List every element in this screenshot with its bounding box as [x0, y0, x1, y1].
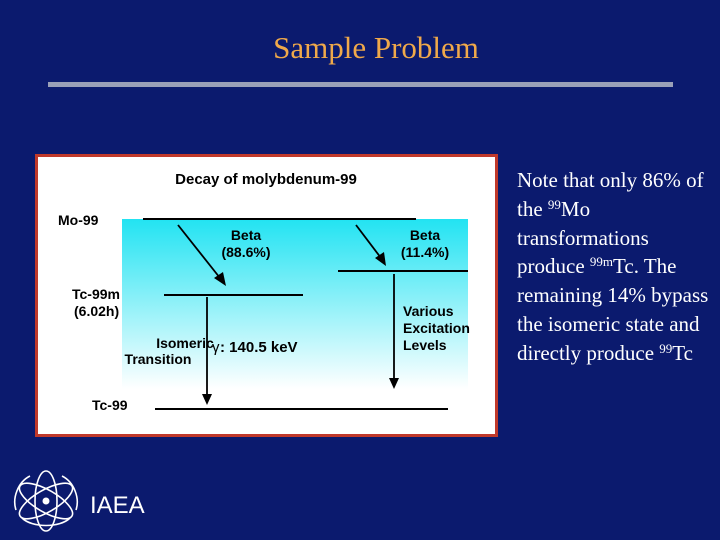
label-tc99m: Tc-99m	[72, 286, 120, 302]
diagram-title: Decay of molybdenum-99	[175, 171, 357, 188]
gamma-symbol: γ	[212, 339, 220, 356]
note-text-1: Note that only 86% of the	[517, 168, 704, 221]
beta-minor-label: Beta	[409, 227, 441, 243]
label-tc99m-halflife: (6.02h)	[74, 303, 120, 319]
various-label-line1: Various	[403, 303, 454, 319]
gamma-energy: : 140.5 keV	[220, 339, 298, 356]
label-tc99: Tc-99	[92, 397, 128, 413]
decay-diagram	[38, 157, 495, 434]
decay-diagram-frame	[35, 154, 498, 437]
label-mo99: Mo-99	[58, 212, 99, 228]
isomeric-label-line1: Isomeric	[156, 335, 214, 351]
isomeric-label-line2: Transition	[124, 351, 192, 367]
beta-major-percent: (88.6%)	[221, 244, 271, 260]
various-label-line3: Levels	[403, 337, 447, 353]
note-sup-3: 99	[659, 340, 673, 356]
isomeric-arrowhead	[202, 394, 212, 405]
atom-emblem-icon	[8, 470, 158, 532]
beta-minor-percent: (11.4%)	[400, 244, 450, 260]
note-sup-1: 99	[547, 196, 561, 212]
note-text-2: Mo transformations produce	[517, 196, 649, 279]
various-label-line2: Excitation	[403, 320, 470, 336]
slide-title: Sample Problem	[273, 30, 479, 65]
note-text-3: Tc. The remaining 14% bypass the isomeric state and directly produce	[517, 254, 709, 365]
note-text-4: Tc	[672, 340, 693, 365]
title-divider	[48, 82, 673, 87]
note-sup-2: 99m	[589, 254, 614, 270]
iaea-logo-text: IAEA	[90, 492, 145, 519]
beta-major-label: Beta	[230, 227, 262, 243]
iaea-logo	[8, 470, 158, 532]
explanation-note	[517, 166, 717, 368]
